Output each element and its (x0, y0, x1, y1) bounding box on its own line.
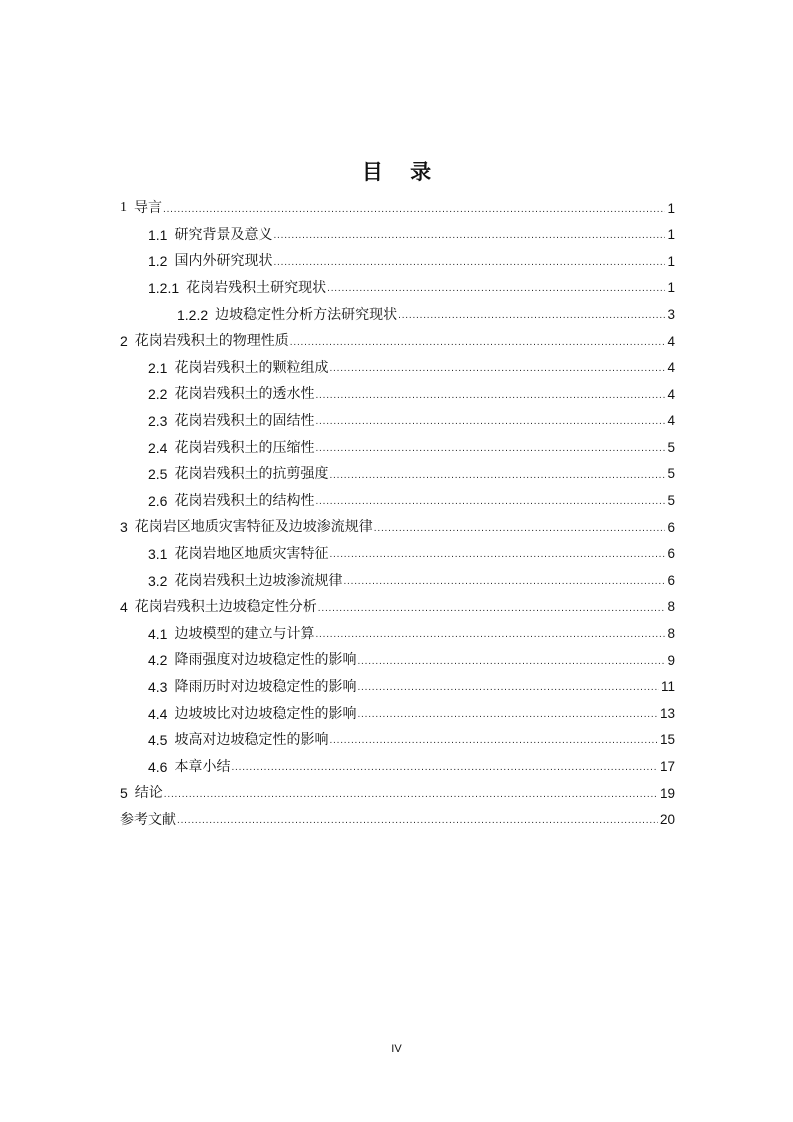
toc-entry-number: 1.2.2 (177, 306, 209, 323)
toc-entry-page: 5 (667, 466, 675, 482)
toc-entry-title: 花岗岩地区地质灾害特征 (174, 546, 329, 563)
toc-entry-page: 4 (667, 386, 675, 402)
toc-entry-number: 1.2.1 (148, 280, 180, 297)
toc-entry[interactable] (120, 381, 675, 408)
dot-leader (315, 444, 665, 461)
toc-entry[interactable] (120, 488, 675, 515)
toc-entry[interactable] (120, 195, 675, 222)
toc-entry-number: 1.2 (148, 253, 168, 270)
toc-entry-page: 20 (659, 812, 675, 828)
dot-leader (315, 417, 665, 434)
toc-entry-number: 4.2 (148, 652, 168, 669)
toc-entry-number: 2.2 (148, 386, 168, 403)
dot-leader (343, 577, 665, 594)
toc-entry[interactable] (120, 248, 675, 275)
toc-entry-number: 4.5 (148, 732, 168, 749)
toc-entry-title: 坡高对边坡稳定性的影响 (174, 732, 329, 749)
toc-entry-page: 1 (667, 200, 675, 216)
toc-entry[interactable] (120, 727, 675, 754)
toc-entry[interactable] (120, 461, 675, 488)
toc-entry-title: 参考文献 (120, 811, 176, 828)
toc-entry[interactable] (120, 621, 675, 648)
toc-entry-number: 2.6 (148, 492, 168, 509)
toc-entry-title: 花岗岩残积土边坡渗流规律 (174, 572, 343, 589)
toc-entry-page: 9 (667, 652, 675, 668)
dot-leader (290, 338, 666, 355)
table-of-contents (120, 195, 675, 833)
toc-entry[interactable] (120, 541, 675, 568)
dot-leader (315, 630, 665, 647)
toc-entry-number: 3 (120, 519, 128, 536)
dot-leader (329, 364, 665, 381)
toc-entry-page: 4 (667, 360, 675, 376)
toc-entry-page: 8 (667, 599, 675, 615)
toc-entry-number: 1 (120, 200, 127, 216)
dot-leader (273, 258, 665, 275)
dot-leader (374, 524, 666, 541)
toc-entry-page: 1 (667, 253, 675, 269)
dot-leader (163, 205, 665, 222)
toc-entry-page: 6 (667, 572, 675, 588)
toc-entry-page: 17 (659, 759, 675, 775)
toc-entry-number: 4.6 (148, 758, 168, 775)
toc-entry-references[interactable] (120, 807, 675, 834)
toc-entry-page: 4 (667, 413, 675, 429)
dot-leader (177, 816, 658, 833)
toc-entry[interactable] (120, 674, 675, 701)
toc-entry-number: 2 (120, 333, 128, 350)
toc-entry[interactable] (120, 222, 675, 249)
toc-entry-number: 1.1 (148, 226, 168, 243)
dot-leader (327, 284, 665, 301)
dot-leader (357, 710, 658, 727)
dot-leader (273, 231, 665, 248)
dot-leader (357, 683, 659, 700)
toc-entry-title: 降雨历时对边坡稳定性的影响 (174, 678, 357, 695)
toc-entry-title: 本章小结 (174, 758, 231, 775)
toc-entry-title: 花岗岩残积土的透水性 (174, 386, 315, 403)
toc-entry[interactable] (120, 301, 675, 328)
toc-entry-title: 边坡坡比对边坡稳定性的影响 (174, 705, 357, 722)
dot-leader (231, 763, 658, 780)
dot-leader (357, 657, 665, 674)
toc-entry-page: 6 (667, 546, 675, 562)
toc-entry[interactable] (120, 780, 675, 807)
toc-entry[interactable] (120, 275, 675, 302)
toc-entry-number: 2.3 (148, 413, 168, 430)
toc-entry-number: 5 (120, 785, 128, 802)
toc-entry-number: 4.4 (148, 705, 168, 722)
toc-entry[interactable] (120, 567, 675, 594)
toc-entry-page: 5 (667, 493, 675, 509)
toc-entry[interactable] (120, 594, 675, 621)
dot-leader (329, 471, 665, 488)
toc-entry-number: 3.2 (148, 572, 168, 589)
toc-entry[interactable] (120, 647, 675, 674)
toc-entry-title: 研究背景及意义 (174, 226, 273, 243)
toc-entry-page: 5 (667, 439, 675, 455)
toc-entry[interactable] (120, 434, 675, 461)
toc-entry[interactable] (120, 408, 675, 435)
toc-entry-page: 8 (667, 626, 675, 642)
toc-entry[interactable] (120, 355, 675, 382)
toc-entry-number: 2.5 (148, 466, 168, 483)
toc-entry-title: 花岗岩残积土的结构性 (174, 492, 315, 509)
toc-entry-page: 11 (660, 679, 675, 695)
toc-entry-title: 花岗岩残积土的压缩性 (174, 439, 315, 456)
dot-leader (315, 497, 665, 514)
toc-entry-title: 花岗岩区地质灾害特征及边坡渗流规律 (134, 519, 373, 536)
toc-title: 目 录 (361, 160, 442, 184)
toc-entry-number: 3.1 (148, 546, 168, 563)
toc-entry-number: 2.1 (148, 359, 168, 376)
dot-leader (329, 736, 658, 753)
toc-entry-page: 15 (659, 732, 675, 748)
toc-entry-title: 花岗岩残积土的颗粒组成 (174, 359, 329, 376)
toc-entry[interactable] (120, 514, 675, 541)
page-number-footer: IV (391, 1043, 402, 1055)
toc-entry-title: 花岗岩残积土的物理性质 (134, 333, 289, 350)
toc-entry[interactable] (120, 753, 675, 780)
toc-entry-number: 2.4 (148, 439, 168, 456)
dot-leader (164, 790, 658, 807)
toc-entry-title: 国内外研究现状 (174, 253, 273, 270)
toc-entry-title: 边坡稳定性分析方法研究现状 (215, 306, 398, 323)
toc-entry[interactable] (120, 700, 675, 727)
dot-leader (318, 604, 666, 621)
toc-entry-page: 4 (667, 333, 675, 349)
toc-entry-page: 1 (667, 280, 675, 296)
toc-entry-page: 6 (667, 519, 675, 535)
dot-leader (315, 391, 665, 408)
toc-entry-number: 4 (120, 599, 128, 616)
toc-entry-number: 4.1 (148, 625, 168, 642)
toc-entry-title: 降雨强度对边坡稳定性的影响 (174, 652, 357, 669)
toc-entry-title: 结论 (134, 785, 163, 802)
dot-leader (329, 550, 665, 567)
toc-entry-page: 1 (667, 227, 675, 243)
toc-entry-page: 13 (659, 705, 675, 721)
toc-entry-title: 花岗岩残积土的抗剪强度 (174, 466, 329, 483)
toc-entry[interactable] (120, 328, 675, 355)
toc-entry-title: 花岗岩残积土边坡稳定性分析 (134, 599, 317, 616)
toc-entry-page: 3 (667, 306, 675, 322)
toc-entry-title: 边坡模型的建立与计算 (174, 625, 315, 642)
toc-entry-title: 花岗岩残积土研究现状 (186, 280, 327, 297)
toc-entry-page: 19 (659, 785, 675, 801)
dot-leader (398, 311, 665, 328)
toc-entry-title: 导言 (134, 200, 162, 217)
toc-entry-title: 花岗岩残积土的固结性 (174, 413, 315, 430)
toc-entry-number: 4.3 (148, 678, 168, 695)
